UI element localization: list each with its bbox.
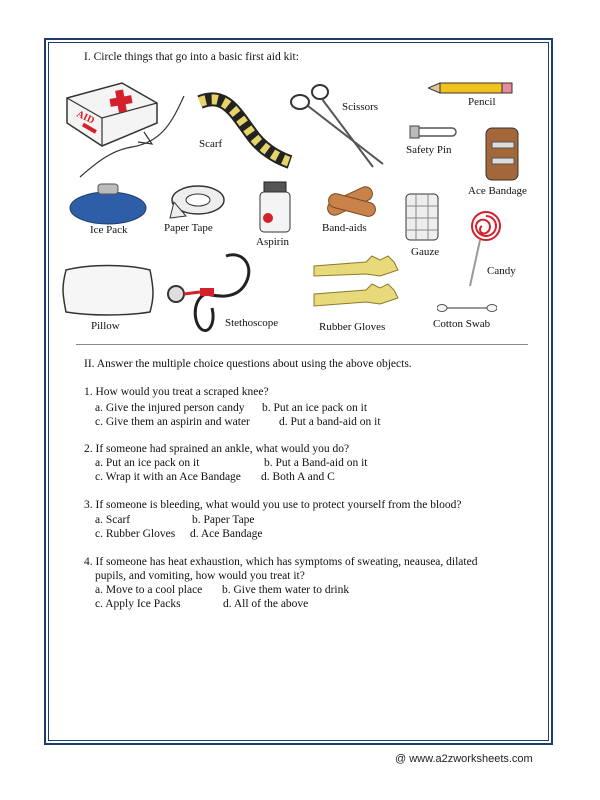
aspirin-icon — [256, 180, 294, 234]
pillow-label: Pillow — [91, 320, 120, 332]
q3-question: 3. If someone is bleeding, what would you use to protect yourself from the blood? — [84, 499, 462, 511]
q2-option-a: a. Put an ice pack on it — [95, 457, 200, 469]
q3-option-c: c. Rubber Gloves — [95, 528, 176, 540]
cotton-swab-icon — [437, 303, 497, 313]
rubber-gloves-label: Rubber Gloves — [319, 321, 386, 333]
ice-pack-icon — [68, 180, 148, 225]
scarf-icon — [195, 92, 295, 172]
cotton-swab-label: Cotton Swab — [433, 318, 491, 330]
scarf-label: Scarf — [199, 138, 223, 150]
gauze-icon — [402, 188, 442, 244]
q1-option-d: d. Put a band-aid on it — [279, 416, 381, 428]
q4-option-d: d. All of the above — [223, 598, 309, 610]
section-divider — [76, 344, 528, 345]
stethoscope-label: Stethoscope — [225, 317, 279, 329]
q4-question-line1: 4. If someone has heat exhaustion, which has symptoms of sweating, neausea, dilated — [84, 556, 478, 568]
pencil-label: Pencil — [468, 96, 496, 108]
pencil-icon — [428, 81, 513, 95]
paper-tape-label: Paper Tape — [164, 222, 213, 234]
ace-bandage-label: Ace Bandage — [468, 185, 527, 197]
q2-option-d: d. Both A and C — [261, 471, 335, 483]
footer-url[interactable]: @ www.a2zworksheets.com — [395, 753, 533, 765]
scissors-label: Scissors — [342, 101, 379, 113]
section1-heading: I. Circle things that go into a basic first aid kit: — [84, 51, 299, 63]
section2-heading: II. Answer the multiple choice questions about using the above objects. — [84, 358, 412, 370]
q4-option-c: c. Apply Ice Packs — [95, 598, 181, 610]
candy-label: Candy — [487, 265, 516, 277]
arrow-curve — [72, 92, 192, 182]
q1-option-b: b. Put an ice pack on it — [262, 402, 368, 414]
safety-pin-icon — [408, 124, 458, 140]
gauze-label: Gauze — [411, 246, 440, 258]
rubber-gloves-icon — [310, 254, 402, 320]
q4-option-b: b. Give them water to drink — [222, 584, 350, 596]
candy-icon — [462, 210, 502, 290]
q3-option-b: b. Paper Tape — [192, 514, 255, 526]
band-aids-label: Band-aids — [322, 222, 367, 234]
q2-option-b: b. Put a Band-aid on it — [264, 457, 368, 469]
first-aid-kit-text: AID — [74, 108, 97, 127]
safety-pin-label: Safety Pin — [406, 144, 452, 156]
pillow-icon — [60, 262, 156, 318]
q3-option-a: a. Scarf — [95, 514, 131, 526]
ice-pack-label: Ice Pack — [90, 224, 128, 236]
scissors-icon — [288, 82, 388, 172]
q1-question: 1. How would you treat a scraped knee? — [84, 386, 269, 398]
q2-question: 2. If someone had sprained an ankle, what would you do? — [84, 443, 350, 455]
q2-option-c: c. Wrap it with an Ace Bandage — [95, 471, 241, 483]
q1-option-a: a. Give the injured person candy — [95, 402, 245, 414]
paper-tape-icon — [168, 180, 228, 222]
ace-bandage-icon — [482, 124, 522, 184]
q3-option-d: d. Ace Bandage — [190, 528, 263, 540]
aspirin-label: Aspirin — [256, 236, 289, 248]
q1-option-c: c. Give them an aspirin and water — [95, 416, 250, 428]
band-aids-icon — [322, 182, 378, 222]
q4-option-a: a. Move to a cool place — [95, 584, 203, 596]
q4-question-line2: pupils, and vomiting, how would you treat it? — [95, 570, 305, 582]
